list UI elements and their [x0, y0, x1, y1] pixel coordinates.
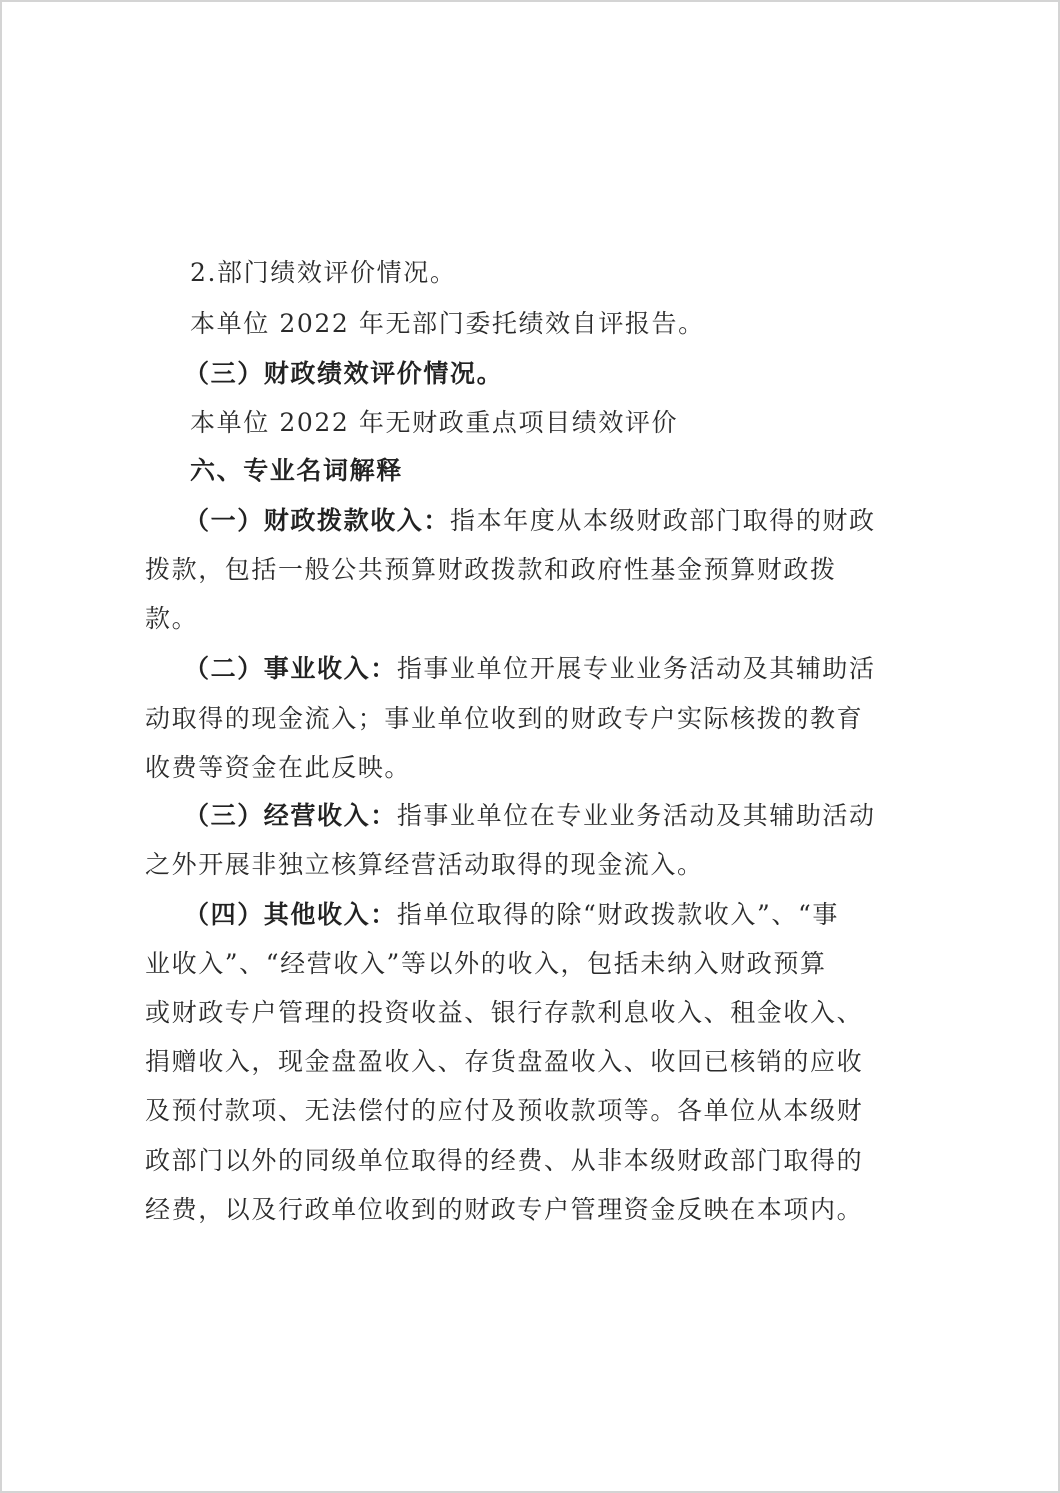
term-4-line-4: 捐赠收入，现金盘盈收入、存货盘盈收入、收回已核销的应收: [145, 1047, 864, 1076]
term-1-line-2: 拨款，包括一般公共预算财政拨款和政府性基金预算财政拨: [145, 555, 837, 584]
term-1-text: 指本年度从本级财政部门取得的财政: [450, 506, 876, 535]
term-1-line-3: 款。: [145, 604, 199, 633]
section-2-heading: 2.部门绩效评价情况。: [190, 258, 457, 287]
term-2-line-2: 动取得的现金流入；事业单位收到的财政专户实际核拨的教育: [145, 704, 864, 733]
term-2-line-1: [184, 652, 876, 686]
section-2-body: 本单位 2022 年无部门委托绩效自评报告。: [190, 309, 705, 338]
term-4-line-6: 政部门以外的同级单位取得的经费、从非本级财政部门取得的: [145, 1146, 864, 1175]
term-3-line-1: [184, 799, 876, 833]
section-6-heading: 六、专业名词解释: [190, 456, 403, 485]
term-2-text: 指事业单位开展专业业务活动及其辅助活: [396, 654, 876, 683]
section-3-heading: （三）财政绩效评价情况。: [184, 359, 504, 388]
term-4-line-5: 及预付款项、无法偿付的应付及预收款项等。各单位从本级财: [145, 1096, 864, 1125]
term-4-line-3: 或财政专户管理的投资收益、银行存款利息收入、租金收入、: [145, 998, 864, 1027]
section-3-body: 本单位 2022 年无财政重点项目绩效评价: [190, 408, 679, 437]
term-3-line-2: 之外开展非独立核算经营活动取得的现金流入。: [145, 850, 704, 879]
term-3-text: 指事业单位在专业业务活动及其辅助活动: [396, 801, 876, 830]
term-2-label: （二）事业收入：: [184, 654, 397, 683]
term-2-line-3: 收费等资金在此反映。: [145, 753, 412, 782]
term-4-line-2: 业收入”、“经营收入”等以外的收入，包括未纳入财政预算: [145, 949, 827, 978]
term-1-line-1: [184, 504, 876, 538]
term-3-label: （三）经营收入：: [184, 801, 397, 830]
term-4-text: 指单位取得的除“财政拨款收入”、“事: [396, 900, 839, 929]
term-4-label: （四）其他收入：: [184, 900, 397, 929]
term-4-line-7: 经费，以及行政单位收到的财政专户管理资金反映在本项内。: [145, 1195, 864, 1224]
term-4-line-1: [184, 898, 839, 932]
term-1-label: （一）财政拨款收入：: [184, 506, 451, 535]
